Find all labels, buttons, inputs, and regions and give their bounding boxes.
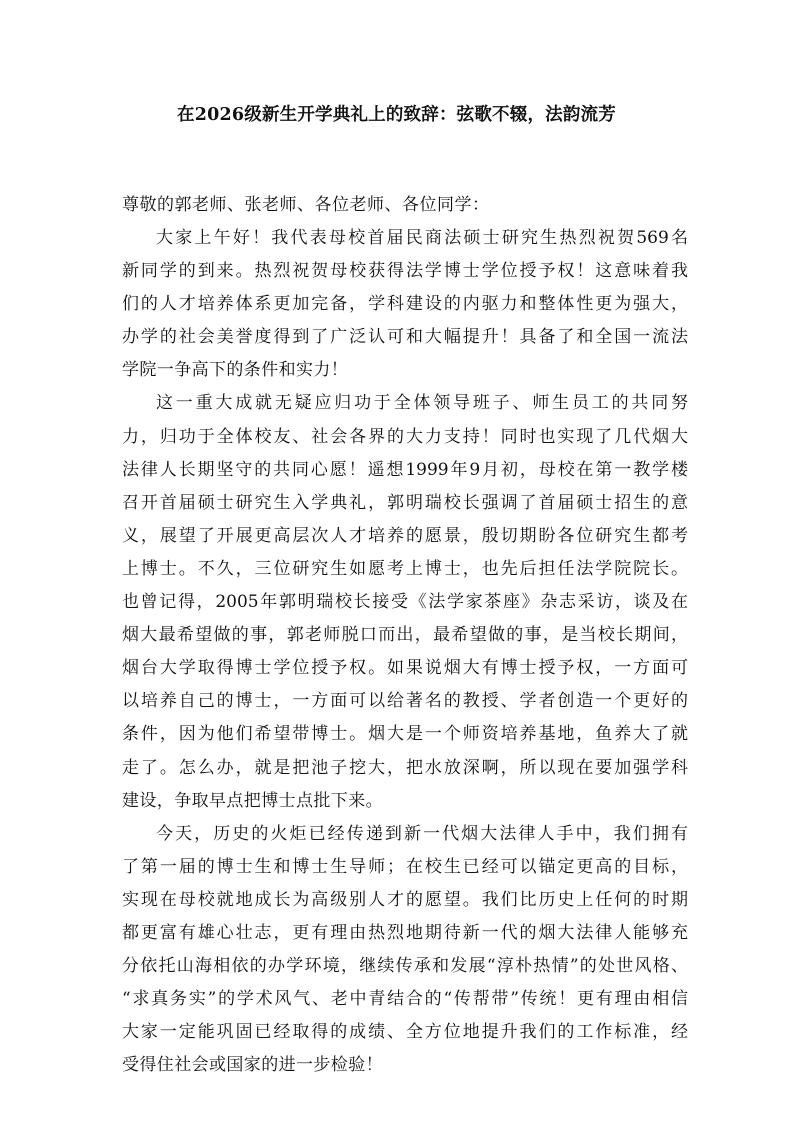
paragraph-3 — [122, 818, 688, 1083]
paragraph-1 — [122, 222, 688, 387]
text-line: 实现在母校就地成长为高级别人才的愿望。我们比历史上任何的时期 — [122, 889, 688, 910]
text-line: 办学的社会美誉度得到了广泛认可和大幅提升！具备了和全国一流法 — [122, 327, 688, 348]
text-line: 义，展望了开展更高层次人才培养的愿景，殷切期盼各位研究生都考 — [122, 525, 688, 546]
text-line: 也曾记得，2005年郭明瑞校长接受《法学家茶座》杂志采访，谈及在 — [122, 592, 688, 613]
text-line: 新同学的到来。热烈祝贺母校获得法学博士学位授予权！这意味着我 — [122, 261, 688, 282]
text-line: 了第一届的博士生和博士生导师；在校生已经可以锚定更高的目标， — [122, 856, 688, 877]
document-title: 在2026级新生开学典礼上的致辞：弦歌不辍，法韵流芳 — [177, 105, 616, 125]
text-line: 受得住社会或国家的进一步检验！ — [122, 1055, 383, 1076]
text-line: 分依托山海相依的办学环境，继续传承和发展“淳朴热情”的处世风格、 — [122, 956, 688, 977]
text-line: 以培养自己的博士，一方面可以给著名的教授、学者创造一个更好的 — [122, 691, 688, 712]
text-line: 这一重大成就无疑应归功于全体领导班子、师生员工的共同努 — [156, 393, 688, 414]
text-line: 都更富有雄心壮志，更有理由热烈地期待新一代的烟大法律人能够充 — [122, 922, 688, 943]
text-line: 们的人才培养体系更加完备，学科建设的内驱力和整体性更为强大， — [122, 294, 688, 315]
text-line: 大家上午好！我代表母校首届民商法硕士研究生热烈祝贺569名 — [156, 228, 688, 248]
salutation: 尊敬的郭老师、张老师、各位老师、各位同学： — [122, 195, 490, 215]
text-line: 法律人长期坚守的共同心愿！遥想1999年9月初，母校在第一教学楼 — [122, 459, 688, 480]
text-line: 力，归功于全体校友、社会各界的大力支持！同时也实现了几代烟大 — [122, 426, 688, 447]
text-line: 上博士。不久，三位研究生如愿考上博士，也先后担任法学院院长。 — [122, 558, 688, 579]
text-line: “求真务实”的学术风气、老中青结合的“传帮带”传统！更有理由相信 — [122, 989, 688, 1010]
text-line: 今天，历史的火炬已经传递到新一代烟大法律人手中，我们拥有 — [156, 823, 688, 844]
text-line: 条件，因为他们希望带博士。烟大是一个师资培养基地，鱼养大了就 — [122, 724, 688, 745]
text-line: 学院一争高下的条件和实力！ — [122, 360, 349, 381]
text-line: 走了。怎么办，就是把池子挖大，把水放深啊，所以现在要加强学科 — [122, 757, 688, 778]
text-line: 建设，争取早点把博士点批下来。 — [122, 790, 383, 811]
paragraph-2 — [122, 387, 688, 817]
text-line: 烟大最希望做的事，郭老师脱口而出，最希望做的事，是当校长期间， — [122, 625, 688, 646]
text-line: 烟台大学取得博士学位授予权。如果说烟大有博士授予权，一方面可 — [122, 658, 688, 679]
text-line: 大家一定能巩固已经取得的成绩、全方位地提升我们的工作标准，经 — [122, 1022, 688, 1043]
document-body — [122, 189, 688, 1082]
text-line: 召开首届硕士研究生入学典礼，郭明瑞校长强调了首届硕士招生的意 — [122, 492, 688, 513]
